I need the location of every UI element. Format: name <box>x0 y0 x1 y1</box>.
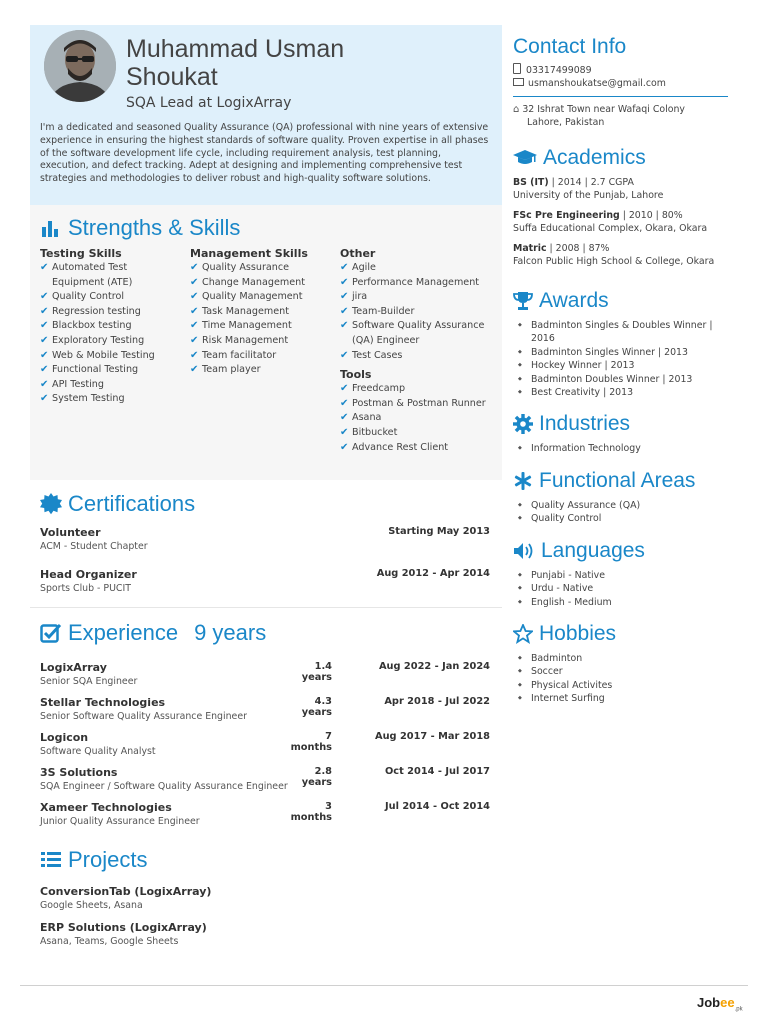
other-skills-list <box>340 261 490 363</box>
checkmark-icon: ✔ <box>190 320 199 332</box>
list-item-text: Time Management <box>202 320 292 332</box>
checkmark-icon: ✔ <box>40 349 49 361</box>
list-item-text: Task Management <box>202 305 289 317</box>
list-item-text: Asana <box>352 412 382 424</box>
tools-heading: Tools <box>340 368 372 382</box>
list-item <box>513 679 733 692</box>
list-item <box>340 349 490 364</box>
list-item-text: API Testing <box>52 378 104 390</box>
job-dates: Aug 2022 - Jan 2024 <box>378 661 490 672</box>
checkmark-icon: ✔ <box>40 334 49 346</box>
list-item <box>513 512 733 525</box>
industries-title: Industries <box>539 412 631 435</box>
list-item-text: Performance Management <box>352 276 480 288</box>
list-item <box>40 363 180 378</box>
list-item <box>190 305 330 320</box>
list-item <box>513 499 733 512</box>
list-item <box>513 346 728 359</box>
job-duration: 4.3 years <box>301 696 332 718</box>
academics-list <box>513 176 733 268</box>
list-item <box>40 290 180 305</box>
projects-section-title <box>40 847 147 873</box>
email-row <box>513 77 733 90</box>
job-duration: 3 months <box>290 801 332 823</box>
list-item-text: Badminton Singles & Doubles Winner | 2016 <box>531 320 713 345</box>
checkmark-icon: ✔ <box>40 393 49 405</box>
job-dates: Apr 2018 - Jul 2022 <box>384 696 490 707</box>
list-item-text: Badminton Singles Winner | 2013 <box>531 346 688 358</box>
hobbies-section-title <box>513 622 733 646</box>
job-duration: 1.4 years <box>301 661 332 683</box>
list-item-text: Regression testing <box>52 305 141 317</box>
testing-skills-heading: Testing Skills <box>40 247 122 260</box>
list-item <box>190 363 330 378</box>
checkmark-icon: ✔ <box>190 305 199 317</box>
project-title: ConversionTab (LogixArray) <box>40 885 212 898</box>
list-item-text: Internet Surfing <box>531 693 605 705</box>
hobbies-list <box>513 652 733 706</box>
list-item <box>513 665 733 678</box>
list-item-text: Blackbox testing <box>52 320 132 332</box>
checkmark-icon: ✔ <box>40 320 49 332</box>
badge-icon <box>40 493 62 515</box>
list-item-text: Postman & Postman Runner <box>352 397 486 409</box>
phone-row <box>513 63 733 77</box>
list-item-text: Software Quality Assurance (QA) Engineer <box>352 320 485 346</box>
speaker-icon <box>513 542 535 560</box>
checkmark-icon: ✔ <box>340 397 349 409</box>
list-item <box>40 305 180 320</box>
checkmark-icon: ✔ <box>190 291 199 303</box>
company-name: LogixArray <box>40 661 107 674</box>
checkmark-icon: ✔ <box>190 334 199 346</box>
job-dates: Oct 2014 - Jul 2017 <box>384 766 490 777</box>
list-item <box>40 349 180 364</box>
list-item <box>513 569 733 582</box>
job-dates: Jul 2014 - Oct 2014 <box>384 801 490 812</box>
degree-details: | 2010 | 80% <box>619 210 683 221</box>
bar-chart-icon <box>40 218 62 238</box>
checkmark-icon: ✔ <box>340 426 349 438</box>
list-item <box>513 442 733 455</box>
school: Suffa Educational Complex, Okara, Okara <box>513 223 708 234</box>
list-item <box>340 426 490 441</box>
list-item <box>340 319 490 348</box>
list-item <box>340 397 490 412</box>
list-item <box>513 582 733 595</box>
academics-section <box>513 146 733 275</box>
list-item-text: Automated Test Equipment (ATE) <box>52 262 133 288</box>
skills-section-title <box>40 215 240 241</box>
experience-item <box>40 661 490 687</box>
awards-list <box>513 319 728 399</box>
certification-item <box>40 526 490 552</box>
testing-skills-column <box>40 247 180 407</box>
list-item-text: Urdu - Native <box>531 583 594 595</box>
company-name: 3S Solutions <box>40 766 118 779</box>
checkmark-icon: ✔ <box>340 291 349 303</box>
list-item <box>513 319 728 346</box>
list-item <box>513 359 728 372</box>
list-item-text: Best Creativity | 2013 <box>531 387 634 399</box>
star-icon <box>513 624 533 644</box>
job-role: SQA Engineer / Software Quality Assurance Engineer <box>40 781 288 792</box>
project-title: ERP Solutions (LogixArray) <box>40 921 207 934</box>
gear-icon <box>513 414 533 434</box>
certification-title: Head Organizer <box>40 568 137 581</box>
list-item-text: Change Management <box>202 276 305 288</box>
functional-areas-section <box>513 469 733 526</box>
list-item-text: Hockey Winner | 2013 <box>531 360 635 372</box>
project-item <box>40 921 490 947</box>
tools-list <box>340 382 490 455</box>
phone-number[interactable]: 03317499089 <box>526 65 592 76</box>
list-item-text: jira <box>352 291 368 303</box>
certification-date: Starting May 2013 <box>388 526 490 537</box>
checkmark-icon: ✔ <box>340 383 349 395</box>
list-item-text: Badminton Doubles Winner | 2013 <box>531 373 693 385</box>
list-item <box>340 276 490 291</box>
checkmark-icon: ✔ <box>340 349 349 361</box>
experience-item <box>40 696 490 722</box>
list-item <box>190 349 330 364</box>
academic-item <box>513 176 733 202</box>
list-item <box>190 261 330 276</box>
list-item <box>190 334 330 349</box>
academics-section-title <box>513 146 733 170</box>
degree-details: | 2014 | 2.7 CGPA <box>548 177 634 188</box>
job-role: Junior Quality Assurance Engineer <box>40 816 200 827</box>
experience-item <box>40 801 490 827</box>
checkbox-icon <box>40 622 62 644</box>
functional-areas-section-title <box>513 469 733 493</box>
degree: BS (IT) <box>513 177 549 188</box>
list-item-text: Web & Mobile Testing <box>52 349 155 361</box>
languages-section-title <box>513 539 733 563</box>
list-item-text: Advance Rest Client <box>352 441 449 453</box>
list-item-text: Exploratory Testing <box>52 334 145 346</box>
checkmark-icon: ✔ <box>40 262 49 273</box>
list-item <box>340 382 490 397</box>
functional-areas-title: Functional Areas <box>539 469 696 492</box>
list-item <box>190 290 330 305</box>
industries-list <box>513 442 733 455</box>
profile-summary: I'm a dedicated and seasoned Quality Assurance (QA) professional with nine years of extensive experience in ensuring the highest standards of software quality. Proven expertise in all phases of the software development life cycle, including requirement analysis, test planning, execution, and defect tracking. Adept at designing and implementing comprehensive test strategies and methodologies to deliver robust and high-quality software solutions. <box>40 122 489 185</box>
list-item <box>513 373 728 386</box>
other-skills-column <box>340 247 490 455</box>
contact-divider <box>513 96 728 97</box>
awards-section <box>513 289 733 399</box>
contact-title: Contact Info <box>513 35 627 58</box>
list-item-text: English - Medium <box>531 596 612 608</box>
degree: FSc Pre Engineering <box>513 210 620 221</box>
list-item <box>340 261 490 276</box>
avatar <box>44 30 116 102</box>
academic-item <box>513 242 733 268</box>
project-tools: Google Sheets, Asana <box>40 900 143 911</box>
languages-list <box>513 569 733 609</box>
academics-title: Academics <box>543 146 646 169</box>
experience-item <box>40 731 490 757</box>
address-row <box>513 103 733 116</box>
address-line-1: 32 Ishrat Town near Wafaqi Colony <box>522 104 685 115</box>
list-item-text: Team player <box>202 364 261 376</box>
certification-item <box>40 568 490 594</box>
school: Falcon Public High School & College, Okara <box>513 256 715 267</box>
job-duration: 7 months <box>290 731 332 753</box>
functional-areas-list <box>513 499 733 526</box>
jobee-logo[interactable]: Jobee$_{.pk}$ <box>697 995 743 1013</box>
hobbies-title: Hobbies <box>539 622 617 645</box>
company-name: Xameer Technologies <box>40 801 172 814</box>
job-role: Software Quality Analyst <box>40 746 156 757</box>
industries-section <box>513 412 733 455</box>
list-item-text: Bitbucket <box>352 426 398 438</box>
phone-icon <box>513 63 521 74</box>
list-item <box>513 692 733 705</box>
list-item-text: Quality Assurance (QA) <box>531 500 641 511</box>
certifications-title: Certifications <box>68 491 196 516</box>
list-item <box>513 596 733 609</box>
list-item <box>513 652 733 665</box>
list-item-text: Agile <box>352 262 376 273</box>
section-divider <box>30 607 502 608</box>
list-item-text: Team facilitator <box>202 349 277 361</box>
awards-title: Awards <box>539 289 609 312</box>
certification-date: Aug 2012 - Apr 2014 <box>376 568 490 579</box>
checkmark-icon: ✔ <box>40 291 49 303</box>
checkmark-icon: ✔ <box>40 378 49 390</box>
other-skills-heading: Other <box>340 247 376 260</box>
checkmark-icon: ✔ <box>190 349 199 361</box>
academic-item <box>513 209 733 235</box>
graduation-cap-icon <box>513 149 537 167</box>
list-item <box>40 319 180 334</box>
experience-item <box>40 766 490 792</box>
contact-section <box>513 35 733 129</box>
industries-section-title <box>513 412 733 436</box>
skills-title: Strengths & Skills <box>68 215 241 240</box>
list-item <box>40 261 180 290</box>
checkmark-icon: ✔ <box>190 364 199 376</box>
checkmark-icon: ✔ <box>190 262 199 273</box>
address-line-2: Lahore, Pakistan <box>527 117 605 128</box>
email-address[interactable]: usmanshoukatse@gmail.com <box>528 78 666 89</box>
list-item-text: Soccer <box>531 666 563 678</box>
list-item <box>340 305 490 320</box>
job-role: Senior Software Quality Assurance Engineer <box>40 711 247 722</box>
asterisk-icon <box>513 471 533 491</box>
list-item <box>190 319 330 334</box>
home-icon: ⌂ <box>513 104 520 115</box>
list-item <box>340 441 490 456</box>
list-item-text: Punjabi - Native <box>531 570 605 581</box>
certification-title: Volunteer <box>40 526 101 539</box>
management-skills-heading: Management Skills <box>190 247 308 260</box>
languages-title: Languages <box>541 539 645 562</box>
envelope-icon <box>513 78 524 86</box>
list-item <box>40 378 180 393</box>
list-item-text: Quality Assurance <box>202 262 290 273</box>
experience-title: Experience <box>68 620 179 645</box>
certification-org: ACM - Student Chapter <box>40 541 148 552</box>
checkmark-icon: ✔ <box>340 276 349 288</box>
list-item <box>190 276 330 291</box>
job-dates: Aug 2017 - Mar 2018 <box>374 731 490 742</box>
checkmark-icon: ✔ <box>340 441 349 453</box>
list-item-text: Badminton <box>531 653 583 664</box>
management-skills-column <box>190 247 330 378</box>
experience-total-years: 9 years <box>194 620 267 645</box>
list-item <box>340 290 490 305</box>
projects-title: Projects <box>68 847 148 872</box>
list-item <box>40 334 180 349</box>
list-item <box>340 411 490 426</box>
list-item <box>40 392 180 407</box>
degree: Matric <box>513 243 547 254</box>
school: University of the Punjab, Lahore <box>513 190 664 201</box>
list-item-text: Quality Management <box>202 291 303 303</box>
job-role: Senior SQA Engineer <box>40 676 138 687</box>
list-item <box>513 386 728 399</box>
testing-skills-list <box>40 261 180 407</box>
checkmark-icon: ✔ <box>40 305 49 317</box>
certification-org: Sports Club - PUCIT <box>40 583 131 594</box>
list-item-text: Functional Testing <box>52 364 139 376</box>
profile-header <box>30 25 502 205</box>
list-item-text: Quality Control <box>531 513 602 525</box>
degree-details: | 2008 | 87% <box>546 243 610 254</box>
list-item-text: Physical Activites <box>531 679 613 691</box>
experience-section-title <box>40 620 266 646</box>
project-item <box>40 885 490 911</box>
list-item-text: System Testing <box>52 393 125 405</box>
checkmark-icon: ✔ <box>340 412 349 424</box>
hobbies-section <box>513 622 733 706</box>
list-item-text: Quality Control <box>52 291 125 303</box>
footer-divider <box>20 985 748 986</box>
list-item-text: Team-Builder <box>352 305 415 317</box>
trophy-icon <box>513 291 533 311</box>
list-item-text: Test Cases <box>352 349 403 361</box>
project-tools: Asana, Teams, Google Sheets <box>40 936 179 947</box>
job-title: SQA Lead at LogixArray <box>126 95 292 111</box>
checkmark-icon: ✔ <box>340 320 349 332</box>
checkmark-icon: ✔ <box>190 276 199 288</box>
list-item-text: Risk Management <box>202 334 289 346</box>
management-skills-list <box>190 261 330 378</box>
checkmark-icon: ✔ <box>340 305 349 317</box>
job-duration: 2.8 years <box>301 766 332 788</box>
candidate-name: Muhammad Usman Shoukat <box>126 35 345 91</box>
list-item-text: Information Technology <box>531 443 641 454</box>
certifications-section-title <box>40 491 195 517</box>
languages-section <box>513 539 733 609</box>
company-name: Stellar Technologies <box>40 696 166 709</box>
list-item-text: Freedcamp <box>352 383 406 395</box>
list-icon <box>40 850 62 870</box>
checkmark-icon: ✔ <box>340 262 349 273</box>
awards-section-title <box>513 289 733 313</box>
company-name: Logicon <box>40 731 89 744</box>
checkmark-icon: ✔ <box>40 364 49 376</box>
